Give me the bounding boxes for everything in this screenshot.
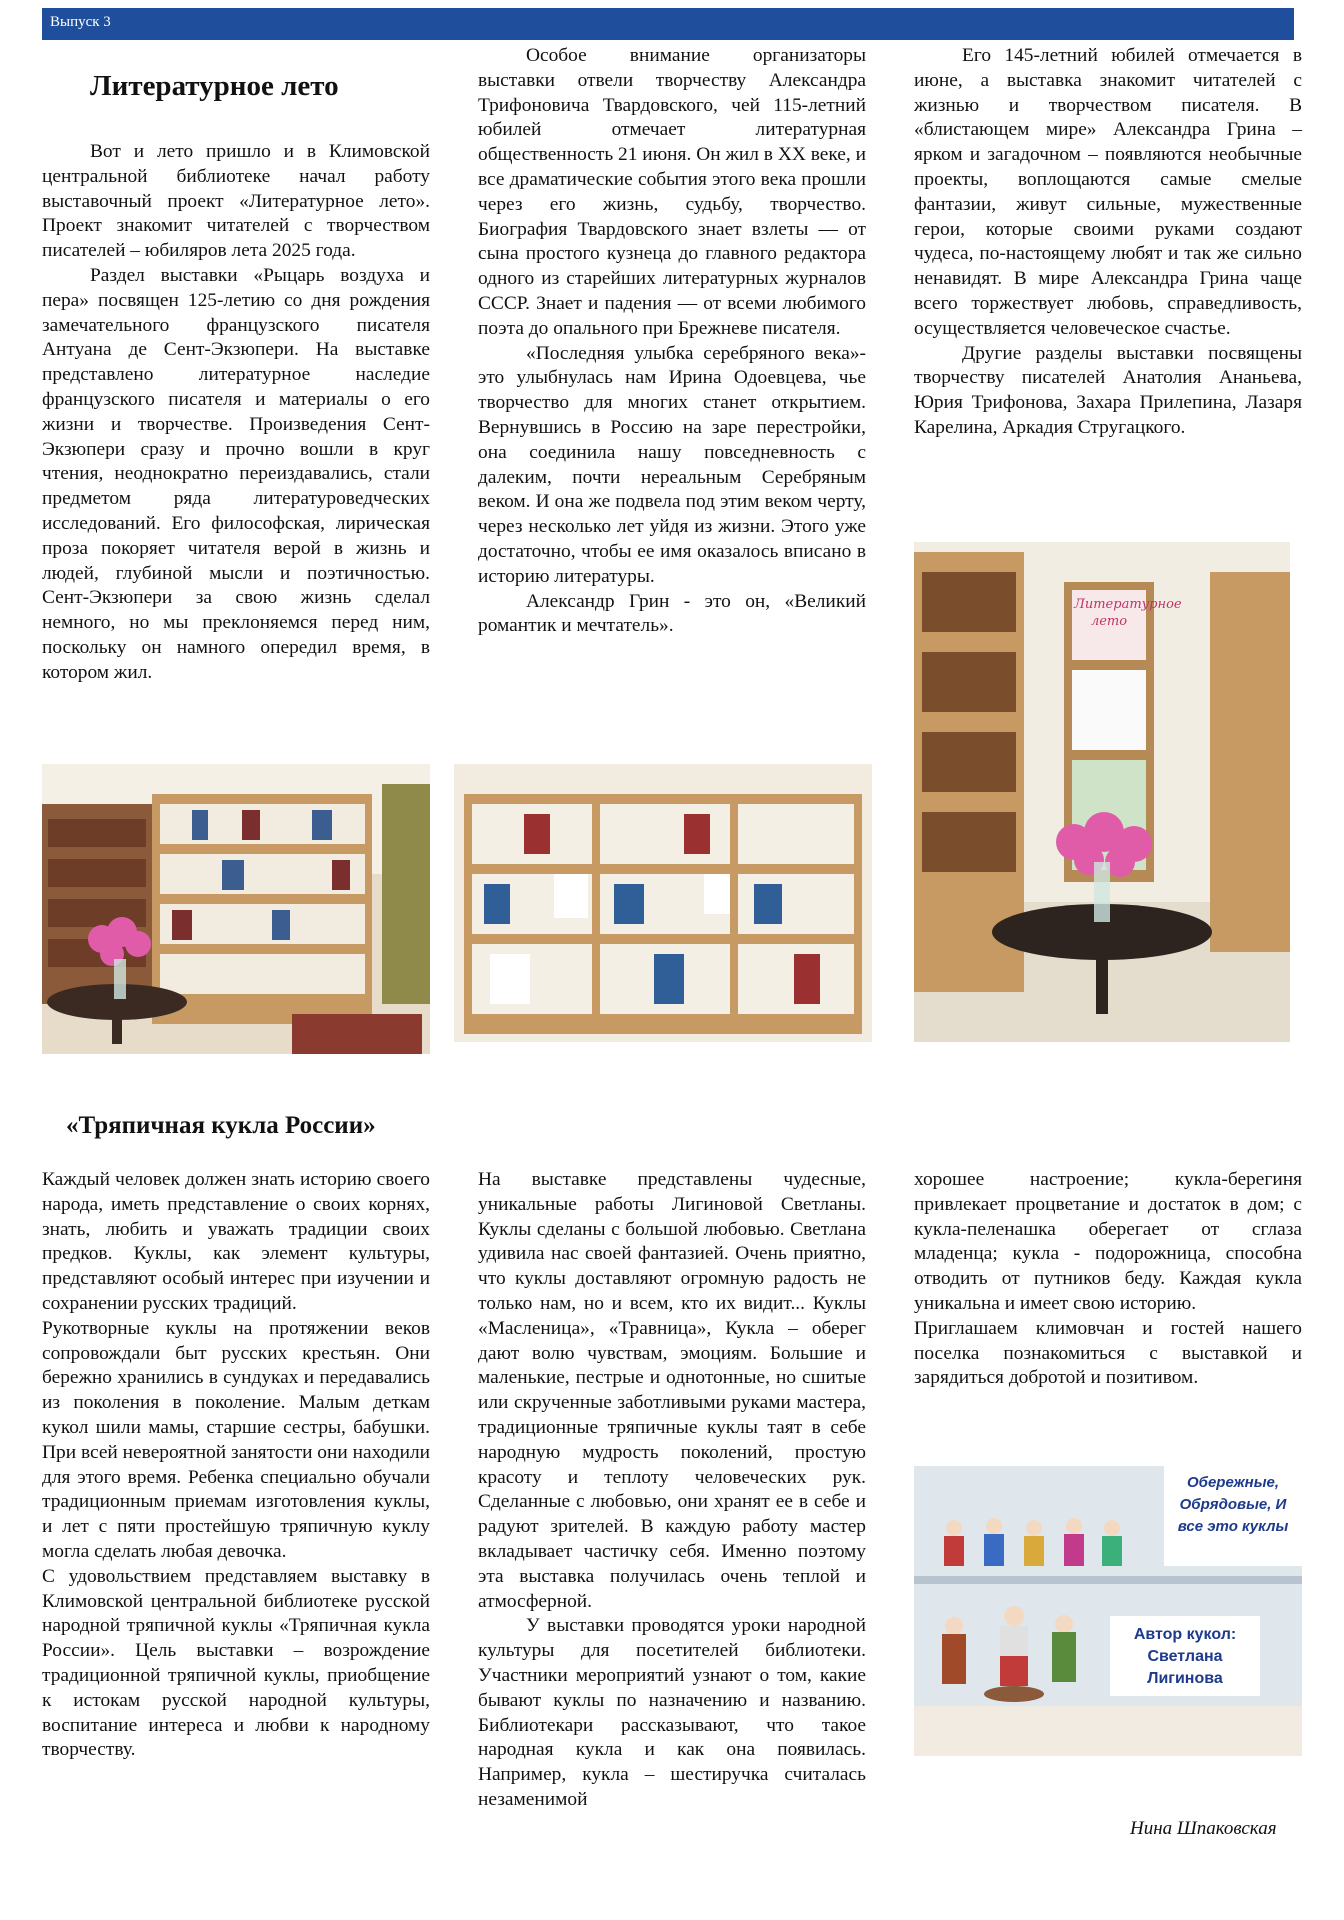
paragraph: Приглашаем климовчан и гостей нашего поселка познакомиться с выставкой и зарядиться добротой и позитивом. [914, 1317, 1302, 1389]
article2-column-2 [478, 1168, 866, 1813]
paragraph: У выставки проводятся уроки народной культуры для посетителей библиотеки. Участники мероприятий узнают о том, какие бывают куклы по назначению и названию. Библиотекари рассказывают, что такое народная кукла и как она появилась. Например, кукла – шестиручка считалась незаменимой [478, 1615, 866, 1810]
paragraph: «Последняя улыбка серебряного века»-это улыбнулась нам Ирина Одоевцева, чье творчество для многих станет открытием. Вернувшись в Россию на заре перестройки, она соединила нашу повседневность с далеким, почти нереальным Серебряным веком. И она же подвела под этим веком черту, через несколько лет уйдя из жизни. Этого уже достаточно, чтобы ее имя оказалось вписано в историю литературы. [478, 342, 866, 587]
bookshelf-display-image [454, 764, 872, 1042]
paragraph: хорошее настроение; кукла-берегиня привлекает процветание и достаток в дом; с кукла-пеленашка оберегает от сглаза младенца; кукла - подорожница, способна отводить от путников беду. Каждая кукла уникальна и имеет свою историю. [914, 1169, 1302, 1314]
issue-header-bar [42, 8, 1294, 40]
article1-column-2 [478, 44, 866, 639]
dolls-exhibition-photo [914, 1466, 1302, 1756]
paragraph: Рукотворные куклы на протяжении веков сопровождали быт русских крестьян. Они бережно хранились в сундуках и передавались из поколения в поколение. Малым деткам кукол шили мамы, старшие сестры, бабушки. При всей невероятной занятости они находили для этого время. Ребенка специально обучали традиционным приемам изготовления куклы, и лет с пяти простейшую тряпичную куклу могла сделать любая девочка. [42, 1317, 430, 1562]
dolls-sign-bottom: Автор кукол: Светлана Лигинова [1133, 1626, 1237, 1687]
library-shelves-image [42, 764, 430, 1054]
article2-column-1 [42, 1168, 430, 1763]
paragraph: Особое внимание организаторы выставки отвели творчеству Александра Трифоновича Твардовского, чей 115-летний юбилей отмечает литературная общественность 21 июня. Он жил в XX веке, и все драматические события этого века прошли через его жизнь, судьбу, творчество. Биография Твардовского знает взлеты — от сына простого кузнеца до главного редактора одного из старейших литературных журналов СССР. Знает и падения — от всеми любимого поэта до опального при Брежневе писателя. [478, 45, 866, 339]
paragraph: Другие разделы выставки посвящены творчеству писателей Анатолия Ананьева, Юрия Трифонова, Захара Прилепина, Лазаря Карелина, Аркадия Стругацкого. [914, 342, 1302, 438]
article1-column-1 [42, 140, 430, 686]
paragraph: Раздел выставки «Рыцарь воздуха и пера» посвящен 125-летию со дня рождения замечательного французского писателя Антуана де Сент-Экзюпери. На выставке представлено литературное наследие французского писателя и материалы о его жизни и творчестве. Произведения Сент-Экзюпери сразу и прочно вошли в круг чтения, неоднократно переиздавались, стали предметом ряда литературоведческих исследований. Его философская, лирическая проза покоряет читателя верой в жизнь и людей, глубиной мысли и поэтичностью. Сент-Экзюпери за свою жизнь сделал немного, но мы преклоняемся перед ним, поскольку он намного опередил время, в котором жил. [42, 264, 430, 683]
paragraph: Вот и лето пришло и в Климовской центральной библиотеке начал работу выставочный проект «Литературное лето». Проект знакомит читателей с творчеством писателей – юбиляров лета 2025 года. [42, 141, 430, 262]
author-signature: Нина Шпаковская [1130, 1818, 1277, 1839]
article2-column-3 [914, 1168, 1302, 1391]
library-exhibition-photo-2 [454, 764, 872, 1042]
exhibition-sign: Литературное лето [1074, 597, 1182, 629]
article-title: Литературное лето [90, 70, 339, 102]
dolls-sign-top: Обережные, Обрядовые, И все это куклы [1177, 1474, 1289, 1535]
library-exhibition-photo-1 [42, 764, 430, 1054]
paragraph: Александр Грин - это он, «Великий романтик и мечтатель». [478, 590, 866, 637]
article1-column-3 [914, 44, 1302, 441]
issue-label: Выпуск 3 [50, 14, 111, 30]
library-exhibition-photo-3 [914, 542, 1290, 1042]
paragraph: На выставке представлены чудесные, уникальные работы Лигиновой Светланы. Куклы сделаны с большой любовью. Светлана удивила нас своей фантазией. Очень приятно, что куклы доставляют огромную радость не только нам, но и всем, кто их видит... Куклы «Масленица», «Травница», Кукла – оберег дают волю чувствам, эмоциям. Большие и маленькие, пестрые и однотонные, но сшитые или скрученные заботливыми руками мастера, традиционные тряпичные куклы таят в себе народную мудрость поколений, простую красоту и теплоту человеческих рук. Сделанные с любовью, они хранят ее в себе и радуют зрителей. В каждую работу мастер вкладывает частичку себя. Именно поэтому эта выставка получилась очень теплой и атмосферной. [478, 1169, 866, 1612]
paragraph: С удовольствием представляем выставку в Климовской центральной библиотеке русской народной тряпичной куклы «Тряпичная кукла России». Цель выставки – возрождение традиционной тряпичной куклы, приобщение к истокам русской народной культуры, воспитание интереса и любви к народному творчеству. [42, 1565, 430, 1761]
paragraph: Каждый человек должен знать историю своего народа, иметь представление о своих корнях, знать, любить и уважать традиции своих предков. Куклы, как элемент культуры, представляют особый интерес при изучении и сохранении русских традиций. [42, 1169, 430, 1314]
article-title: «Тряпичная кукла России» [66, 1112, 376, 1139]
paragraph: Его 145-летний юбилей отмечается в июне, а выставка знакомит читателей с жизнью и творчеством писателя. В «блистающем мире» Александра Грина – ярком и загадочном – появляются необычные проекты, воплощаются самые смелые фантазии, живут сильные, мужественные герои, которые своими руками создают чудеса, по-настоящему любят и так же сильно ненавидят. В мире Александра Грина чаще всего торжествует любовь, справедливость, осуществляется человеческое счастье. [914, 45, 1302, 339]
